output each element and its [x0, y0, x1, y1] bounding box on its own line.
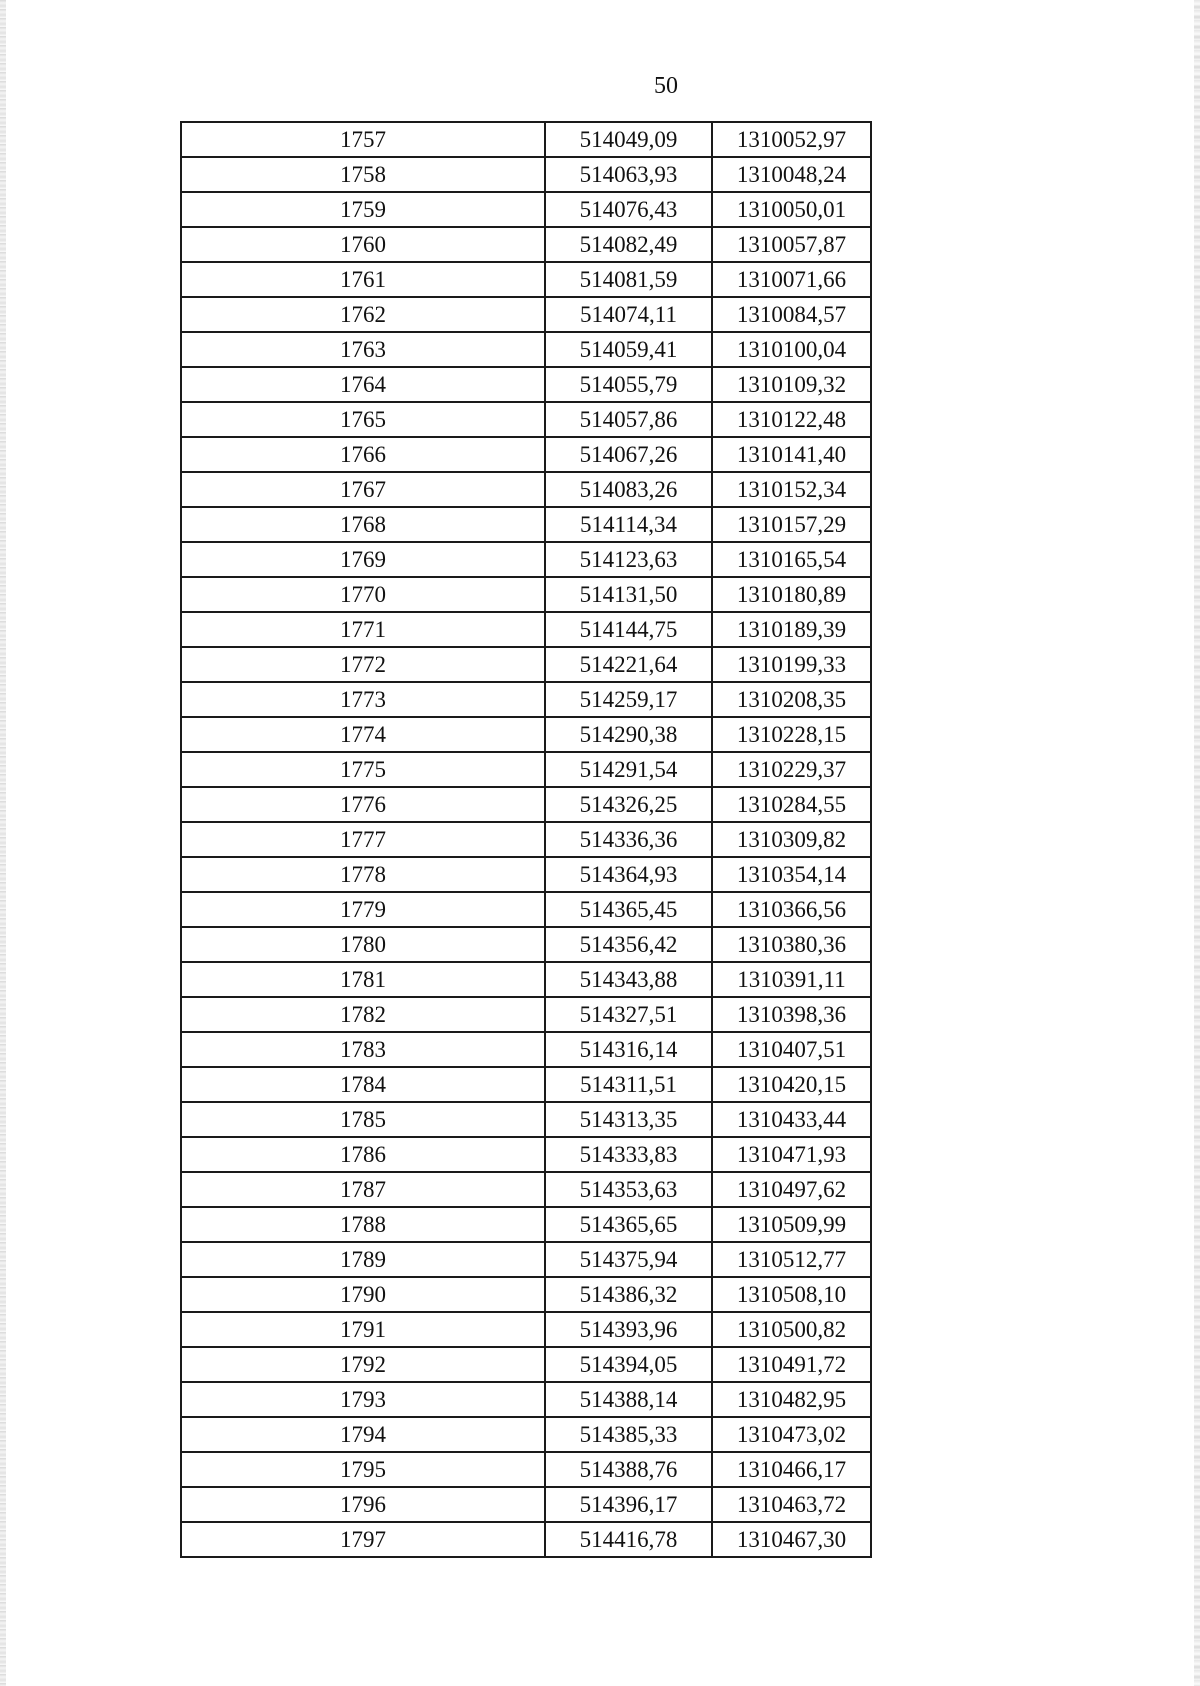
point-number-cell: 1778: [181, 857, 545, 892]
point-number-cell: 1784: [181, 1067, 545, 1102]
x-coordinate-cell: 514311,51: [545, 1067, 712, 1102]
coordinates-table-body: [181, 122, 871, 1557]
table-row: [181, 647, 871, 682]
point-number-cell: 1795: [181, 1452, 545, 1487]
point-number-cell: 1789: [181, 1242, 545, 1277]
y-coordinate-cell: 1310398,36: [712, 997, 871, 1032]
table-row: [181, 437, 871, 472]
y-coordinate-cell: 1310208,35: [712, 682, 871, 717]
table-row: [181, 752, 871, 787]
table-row: [181, 1172, 871, 1207]
x-coordinate-cell: 514291,54: [545, 752, 712, 787]
table-row: [181, 1242, 871, 1277]
point-number-cell: 1760: [181, 227, 545, 262]
x-coordinate-cell: 514343,88: [545, 962, 712, 997]
point-number-cell: 1762: [181, 297, 545, 332]
point-number-cell: 1764: [181, 367, 545, 402]
x-coordinate-cell: 514076,43: [545, 192, 712, 227]
table-row: [181, 612, 871, 647]
table-row: [181, 1032, 871, 1067]
y-coordinate-cell: 1310433,44: [712, 1102, 871, 1137]
x-coordinate-cell: 514074,11: [545, 297, 712, 332]
point-number-cell: 1766: [181, 437, 545, 472]
point-number-cell: 1775: [181, 752, 545, 787]
point-number-cell: 1780: [181, 927, 545, 962]
point-number-cell: 1768: [181, 507, 545, 542]
y-coordinate-cell: 1310180,89: [712, 577, 871, 612]
y-coordinate-cell: 1310199,33: [712, 647, 871, 682]
x-coordinate-cell: 514114,34: [545, 507, 712, 542]
point-number-cell: 1797: [181, 1522, 545, 1557]
x-coordinate-cell: 514290,38: [545, 717, 712, 752]
scan-edge-right: [1194, 0, 1200, 1686]
table-row: [181, 472, 871, 507]
y-coordinate-cell: 1310512,77: [712, 1242, 871, 1277]
y-coordinate-cell: 1310309,82: [712, 822, 871, 857]
table-row: [181, 787, 871, 822]
point-number-cell: 1765: [181, 402, 545, 437]
x-coordinate-cell: 514055,79: [545, 367, 712, 402]
page-number: 50: [654, 73, 678, 99]
y-coordinate-cell: 1310500,82: [712, 1312, 871, 1347]
x-coordinate-cell: 514067,26: [545, 437, 712, 472]
y-coordinate-cell: 1310391,11: [712, 962, 871, 997]
x-coordinate-cell: 514388,14: [545, 1382, 712, 1417]
y-coordinate-cell: 1310084,57: [712, 297, 871, 332]
x-coordinate-cell: 514083,26: [545, 472, 712, 507]
x-coordinate-cell: 514375,94: [545, 1242, 712, 1277]
point-number-cell: 1773: [181, 682, 545, 717]
table-row: [181, 577, 871, 612]
point-number-cell: 1776: [181, 787, 545, 822]
point-number-cell: 1779: [181, 892, 545, 927]
table-row: [181, 1312, 871, 1347]
y-coordinate-cell: 1310420,15: [712, 1067, 871, 1102]
x-coordinate-cell: 514259,17: [545, 682, 712, 717]
y-coordinate-cell: 1310482,95: [712, 1382, 871, 1417]
point-number-cell: 1793: [181, 1382, 545, 1417]
table-row: [181, 822, 871, 857]
x-coordinate-cell: 514416,78: [545, 1522, 712, 1557]
x-coordinate-cell: 514313,35: [545, 1102, 712, 1137]
point-number-cell: 1771: [181, 612, 545, 647]
point-number-cell: 1769: [181, 542, 545, 577]
table-row: [181, 227, 871, 262]
y-coordinate-cell: 1310109,32: [712, 367, 871, 402]
point-number-cell: 1791: [181, 1312, 545, 1347]
y-coordinate-cell: 1310471,93: [712, 1137, 871, 1172]
table-row: [181, 402, 871, 437]
x-coordinate-cell: 514327,51: [545, 997, 712, 1032]
x-coordinate-cell: 514063,93: [545, 157, 712, 192]
point-number-cell: 1781: [181, 962, 545, 997]
point-number-cell: 1796: [181, 1487, 545, 1522]
y-coordinate-cell: 1310057,87: [712, 227, 871, 262]
table-row: [181, 1102, 871, 1137]
point-number-cell: 1785: [181, 1102, 545, 1137]
y-coordinate-cell: 1310048,24: [712, 157, 871, 192]
table-row: [181, 1487, 871, 1522]
x-coordinate-cell: 514131,50: [545, 577, 712, 612]
coordinates-table: [180, 121, 872, 1558]
x-coordinate-cell: 514326,25: [545, 787, 712, 822]
x-coordinate-cell: 514385,33: [545, 1417, 712, 1452]
y-coordinate-cell: 1310463,72: [712, 1487, 871, 1522]
y-coordinate-cell: 1310050,01: [712, 192, 871, 227]
point-number-cell: 1777: [181, 822, 545, 857]
point-number-cell: 1794: [181, 1417, 545, 1452]
y-coordinate-cell: 1310157,29: [712, 507, 871, 542]
y-coordinate-cell: 1310189,39: [712, 612, 871, 647]
point-number-cell: 1757: [181, 122, 545, 157]
y-coordinate-cell: 1310407,51: [712, 1032, 871, 1067]
x-coordinate-cell: 514365,65: [545, 1207, 712, 1242]
x-coordinate-cell: 514123,63: [545, 542, 712, 577]
x-coordinate-cell: 514353,63: [545, 1172, 712, 1207]
point-number-cell: 1763: [181, 332, 545, 367]
x-coordinate-cell: 514386,32: [545, 1277, 712, 1312]
table-row: [181, 507, 871, 542]
x-coordinate-cell: 514393,96: [545, 1312, 712, 1347]
x-coordinate-cell: 514333,83: [545, 1137, 712, 1172]
y-coordinate-cell: 1310284,55: [712, 787, 871, 822]
x-coordinate-cell: 514316,14: [545, 1032, 712, 1067]
x-coordinate-cell: 514082,49: [545, 227, 712, 262]
x-coordinate-cell: 514081,59: [545, 262, 712, 297]
y-coordinate-cell: 1310366,56: [712, 892, 871, 927]
point-number-cell: 1782: [181, 997, 545, 1032]
table-row: [181, 1067, 871, 1102]
table-row: [181, 262, 871, 297]
y-coordinate-cell: 1310052,97: [712, 122, 871, 157]
y-coordinate-cell: 1310141,40: [712, 437, 871, 472]
y-coordinate-cell: 1310229,37: [712, 752, 871, 787]
y-coordinate-cell: 1310491,72: [712, 1347, 871, 1382]
x-coordinate-cell: 514059,41: [545, 332, 712, 367]
x-coordinate-cell: 514049,09: [545, 122, 712, 157]
y-coordinate-cell: 1310354,14: [712, 857, 871, 892]
table-row: [181, 927, 871, 962]
point-number-cell: 1783: [181, 1032, 545, 1067]
x-coordinate-cell: 514057,86: [545, 402, 712, 437]
y-coordinate-cell: 1310071,66: [712, 262, 871, 297]
point-number-cell: 1761: [181, 262, 545, 297]
point-number-cell: 1770: [181, 577, 545, 612]
table-row: [181, 682, 871, 717]
x-coordinate-cell: 514221,64: [545, 647, 712, 682]
y-coordinate-cell: 1310509,99: [712, 1207, 871, 1242]
point-number-cell: 1790: [181, 1277, 545, 1312]
y-coordinate-cell: 1310228,15: [712, 717, 871, 752]
table-row: [181, 717, 871, 752]
x-coordinate-cell: 514388,76: [545, 1452, 712, 1487]
table-row: [181, 1382, 871, 1417]
y-coordinate-cell: 1310473,02: [712, 1417, 871, 1452]
table-row: [181, 332, 871, 367]
point-number-cell: 1759: [181, 192, 545, 227]
y-coordinate-cell: 1310497,62: [712, 1172, 871, 1207]
table-row: [181, 1207, 871, 1242]
table-row: [181, 157, 871, 192]
point-number-cell: 1767: [181, 472, 545, 507]
table-row: [181, 122, 871, 157]
table-row: [181, 192, 871, 227]
y-coordinate-cell: 1310467,30: [712, 1522, 871, 1557]
table-row: [181, 1137, 871, 1172]
table-row: [181, 962, 871, 997]
table-row: [181, 1347, 871, 1382]
table-row: [181, 542, 871, 577]
x-coordinate-cell: 514365,45: [545, 892, 712, 927]
y-coordinate-cell: 1310100,04: [712, 332, 871, 367]
y-coordinate-cell: 1310380,36: [712, 927, 871, 962]
x-coordinate-cell: 514336,36: [545, 822, 712, 857]
x-coordinate-cell: 514356,42: [545, 927, 712, 962]
y-coordinate-cell: 1310508,10: [712, 1277, 871, 1312]
table-row: [181, 1417, 871, 1452]
point-number-cell: 1786: [181, 1137, 545, 1172]
point-number-cell: 1788: [181, 1207, 545, 1242]
table-row: [181, 997, 871, 1032]
y-coordinate-cell: 1310152,34: [712, 472, 871, 507]
table-row: [181, 1522, 871, 1557]
x-coordinate-cell: 514396,17: [545, 1487, 712, 1522]
x-coordinate-cell: 514394,05: [545, 1347, 712, 1382]
y-coordinate-cell: 1310466,17: [712, 1452, 871, 1487]
y-coordinate-cell: 1310165,54: [712, 542, 871, 577]
table-row: [181, 367, 871, 402]
point-number-cell: 1772: [181, 647, 545, 682]
table-row: [181, 297, 871, 332]
table-row: [181, 1452, 871, 1487]
x-coordinate-cell: 514144,75: [545, 612, 712, 647]
table-row: [181, 1277, 871, 1312]
table-row: [181, 857, 871, 892]
point-number-cell: 1758: [181, 157, 545, 192]
y-coordinate-cell: 1310122,48: [712, 402, 871, 437]
point-number-cell: 1774: [181, 717, 545, 752]
table-row: [181, 892, 871, 927]
point-number-cell: 1792: [181, 1347, 545, 1382]
scan-edge-left: [0, 0, 6, 1686]
x-coordinate-cell: 514364,93: [545, 857, 712, 892]
point-number-cell: 1787: [181, 1172, 545, 1207]
